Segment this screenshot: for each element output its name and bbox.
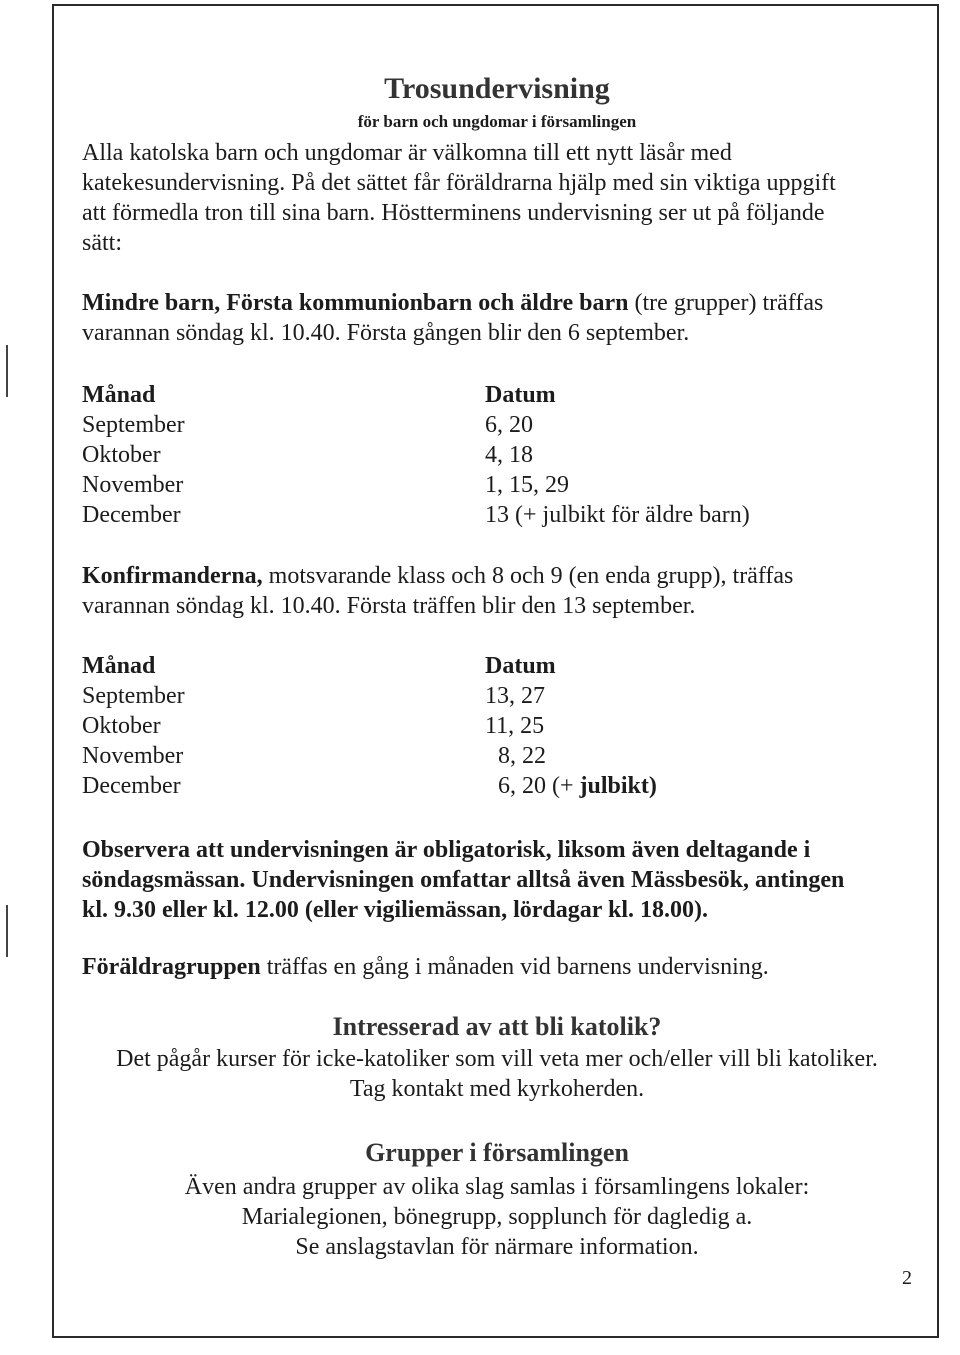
intro-line: katekesundervisning. På det sättet får föräldrarna hjälp med sin viktiga uppgift [82, 170, 836, 196]
group1-lead: Mindre barn, Första kommunionbarn och äldre barn [82, 290, 629, 316]
group1-row-date: 1, 15, 29 [485, 472, 569, 498]
groups-line: Se anslagstavlan för närmare information. [295, 1234, 699, 1260]
notice-line: söndagsmässan. Undervisningen omfattar alltså även Mässbesök, antingen [82, 867, 845, 893]
group2-row-date-bold: julbikt) [573, 773, 657, 799]
group2-row-date-plain: 6, 20 (+ [498, 773, 574, 799]
intro-line: sätt: [82, 230, 122, 256]
scan-mark [6, 905, 8, 957]
group1-row-month: December [82, 502, 181, 528]
group2-intro-line [82, 561, 793, 591]
group2-lead-rest: motsvarande klass och 8 och 9 (en enda grupp), träffas [262, 563, 794, 589]
page-title: Trosundervisning [384, 72, 610, 105]
group2-row-month: September [82, 683, 185, 709]
group1-intro-line [82, 288, 823, 318]
parents-line [82, 952, 769, 982]
groups-line: Även andra grupper av olika slag samlas i församlingens lokaler: [184, 1174, 810, 1200]
group1-row-date: 6, 20 [485, 412, 533, 438]
intro-line: Alla katolska barn och ungdomar är välkomna till ett nytt läsår med [82, 140, 732, 166]
catholic-line: Det pågår kurser för icke-katoliker som vill veta mer och/eller vill bli katoliker. [116, 1046, 878, 1072]
scan-mark [6, 345, 8, 397]
group1-row-month: Oktober [82, 442, 161, 468]
page-subtitle: för barn och ungdomar i församlingen [357, 112, 637, 131]
group2-row-date: 11, 25 [485, 713, 545, 739]
catholic-heading: Intresserad av att bli katolik? [332, 1012, 662, 1041]
page-number: 2 [902, 1267, 912, 1289]
groups-heading: Grupper i församlingen [365, 1138, 629, 1167]
parents-rest: träffas en gång i månaden vid barnens undervisning. [260, 954, 769, 980]
group1-lead-rest: (tre grupper) träffas [628, 290, 824, 316]
catholic-line: Tag kontakt med kyrkoherden. [349, 1076, 645, 1102]
groups-line: Marialegionen, bönegrupp, sopplunch för dagledig a. [241, 1204, 753, 1230]
notice-line: kl. 9.30 eller kl. 12.00 (eller vigiliemässan, lördagar kl. 18.00). [82, 897, 708, 923]
group1-header-date: Datum [485, 382, 556, 408]
group2-header-date: Datum [485, 653, 556, 679]
group2-row-month: November [82, 743, 184, 769]
intro-line: att förmedla tron till sina barn. Höstterminens undervisning ser ut på följande [82, 200, 825, 226]
group1-row-month: November [82, 472, 184, 498]
group1-row-date: 13 (+ julbikt för äldre barn) [485, 502, 750, 528]
group1-intro-line: varannan söndag kl. 10.40. Första gången blir den 6 september. [82, 320, 690, 346]
group2-intro-line: varannan söndag kl. 10.40. Första träffen blir den 13 september. [82, 593, 696, 619]
group2-row-month: December [82, 773, 181, 799]
parents-lead: Föräldragruppen [82, 954, 261, 980]
group1-header-month: Månad [82, 382, 156, 408]
notice-line: Observera att undervisningen är obligatorisk, liksom även deltagande i [82, 837, 811, 863]
group2-header-month: Månad [82, 653, 156, 679]
group1-row-month: September [82, 412, 185, 438]
group1-row-date: 4, 18 [485, 442, 533, 468]
group2-row-date [498, 771, 657, 801]
group2-row-month: Oktober [82, 713, 161, 739]
group2-lead: Konfirmanderna, [82, 563, 263, 589]
group2-row-date: 8, 22 [498, 743, 546, 769]
group2-row-date: 13, 27 [485, 683, 545, 709]
